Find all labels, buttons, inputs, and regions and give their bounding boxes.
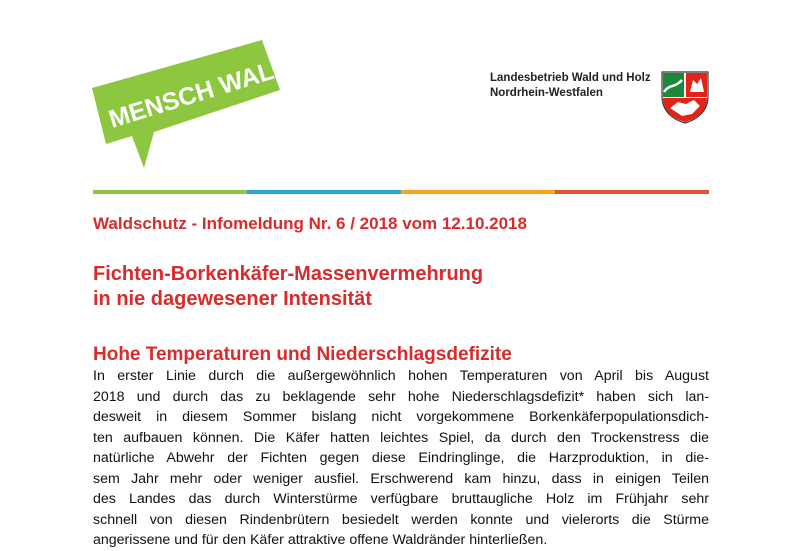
section-heading: Hohe Temperaturen und Niederschlagsdefizite	[93, 344, 512, 365]
body-line: schnell von diesen Rindenbrütern besiedelt werden konnte und vielerorts die Stürme	[93, 511, 709, 528]
agency-line-1: Landesbetrieb Wald und Holz	[490, 72, 651, 84]
document-title	[93, 262, 483, 312]
body-line: sem Jahr mehr oder weniger ausfiel. Erschwerend kam hinzu, dass in einigen Teilen	[93, 470, 709, 487]
body-line: desweit in diesem Sommer bislang nicht vorgekommene Borkenkäferpopulationsdich-	[93, 409, 709, 425]
logo-text: MENSCH WALD!	[105, 49, 303, 134]
agency-line-2: Nordrhein-Westfalen	[490, 87, 603, 99]
color-bar-segment	[555, 190, 709, 194]
coat-of-arms-icon	[660, 70, 710, 124]
color-bar-segment	[247, 190, 401, 194]
color-bar-segment	[401, 190, 555, 194]
body-line: natürliche Abwehr der Fichten gegen diese Eindringlinge, die Harzproduktion, in die-	[93, 450, 709, 466]
title-line-1: Fichten-Borkenkäfer-Massenvermehrung	[93, 263, 484, 285]
color-bar-segment	[93, 190, 247, 194]
title-line-2: in nie dagewesener Intensität	[93, 288, 372, 310]
nrw-coat-of-arms	[660, 70, 710, 124]
body-line: angerissene und für den Käfer attraktive offene Waldränder hinterließen.	[93, 532, 548, 548]
mensch-wald-logo	[92, 40, 303, 172]
body-line: ten aufbauen können. Die Käfer hatten leichtes Spiel, da durch den Trockenstress die	[93, 429, 709, 446]
body-line: In erster Linie durch die außergewöhnlich hohen Temperaturen von April bis August	[93, 368, 709, 384]
body-line: 2018 und durch das zu beklagende sehr hohe Niederschlagsdefizit* haben sich lan-	[93, 388, 709, 405]
body-line: des Landes das durch Winterstürme verfügbare bruttaugliche Holz im Frühjahr sehr	[93, 491, 709, 507]
color-bar	[93, 190, 709, 194]
body-paragraph	[93, 366, 709, 551]
speech-bubble-icon	[92, 40, 303, 172]
document-subtitle: Waldschutz - Infomeldung Nr. 6 / 2018 vom 12.10.2018	[93, 214, 527, 233]
agency-name	[490, 71, 651, 101]
